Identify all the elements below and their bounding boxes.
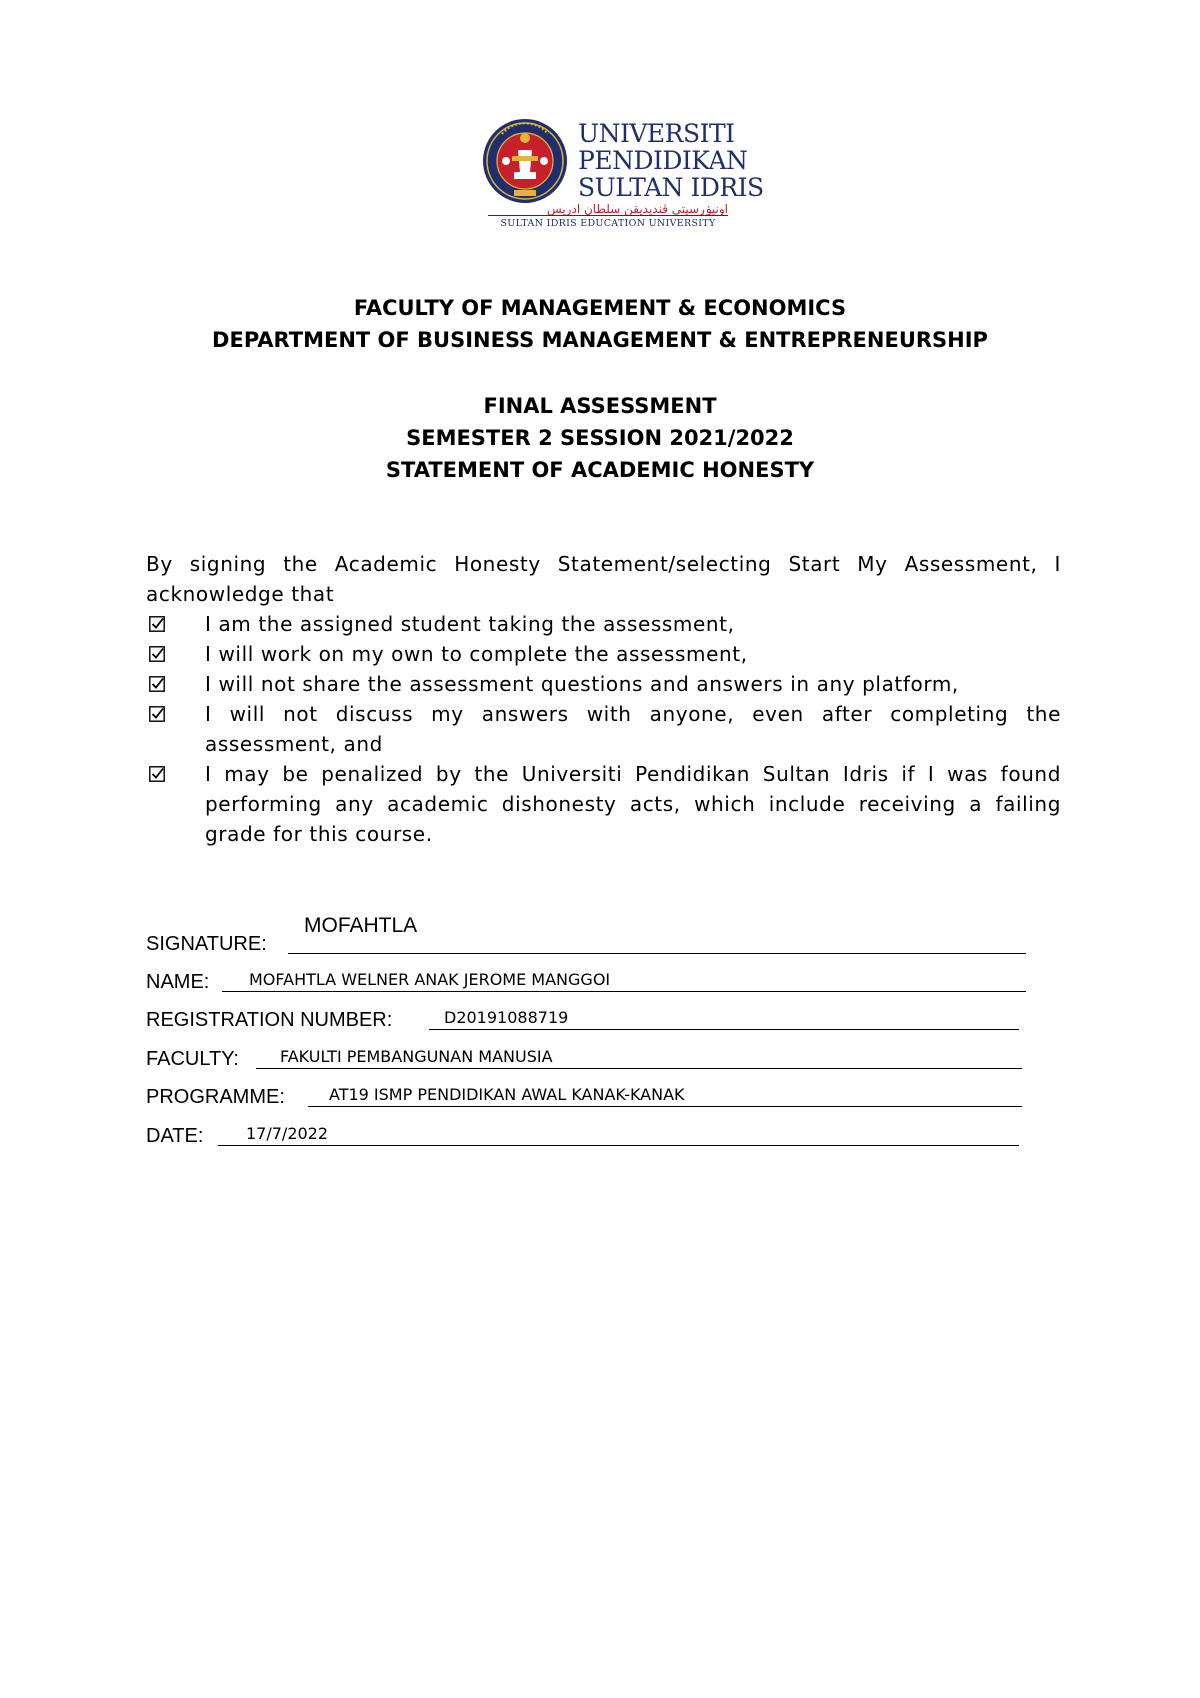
registration-label: REGISTRATION NUMBER: [146, 1009, 393, 1031]
programme-field[interactable] [146, 1073, 1026, 1111]
statement-title: STATEMENT OF ACADEMIC HONESTY [385, 458, 815, 482]
list-item [146, 699, 1061, 759]
list-item-text: I am the assigned student taking the assessment, [205, 612, 735, 636]
session-title: SEMESTER 2 SESSION 2021/2022 [406, 426, 794, 450]
list-item-text: I may be penalized by the Universiti Pendidikan Sultan Idris if I was found performing any academic dishonesty acts, which include receiving a failing grade for this course. [205, 762, 1061, 846]
date-line [218, 1145, 1019, 1146]
checkbox-checked-icon [149, 676, 165, 692]
checkbox-checked-icon [149, 706, 165, 722]
name-line [222, 991, 1026, 992]
faculty-field[interactable] [146, 1035, 1026, 1073]
name-field[interactable] [146, 958, 1026, 996]
logo-wordmark [578, 119, 764, 202]
logo-subtitle: SULTAN IDRIS EDUCATION UNIVERSITY [500, 218, 716, 229]
faculty-name: FACULTY OF MANAGEMENT & ECONOMICS [353, 296, 847, 320]
logo-wordmark-line-2: PENDIDIKAN [578, 146, 748, 175]
logo-divider [488, 215, 728, 216]
checkbox-checked-icon [149, 616, 165, 632]
faculty-label: FACULTY: [146, 1048, 239, 1070]
signature-field[interactable] [146, 914, 1026, 958]
signature-value[interactable]: MOFAHTLA [304, 914, 418, 937]
acknowledgement-list [146, 609, 1061, 849]
date-field[interactable] [146, 1112, 1026, 1150]
university-seal-icon [482, 116, 568, 206]
date-label: DATE: [146, 1125, 204, 1147]
list-item-text: I will not discuss my answers with anyone, even after completing the assessment, and [205, 702, 1061, 756]
checkbox-checked-icon [149, 766, 165, 782]
list-item-text: I will work on my own to complete the assessment, [205, 642, 748, 666]
registration-value[interactable]: D20191088719 [444, 1008, 569, 1027]
faculty-heading [0, 292, 1200, 356]
signature-label: SIGNATURE: [146, 933, 267, 955]
assessment-heading [0, 390, 1200, 486]
date-value[interactable]: 17/7/2022 [246, 1124, 329, 1143]
logo-wordmark-line-1: UNIVERSITI [578, 119, 735, 148]
checkbox-checked-icon [149, 646, 165, 662]
list-item [146, 609, 1061, 639]
list-item [146, 759, 1061, 849]
assessment-title: FINAL ASSESSMENT [483, 394, 717, 418]
registration-field[interactable] [146, 996, 1026, 1034]
university-logo [480, 112, 764, 237]
programme-label: PROGRAMME: [146, 1086, 285, 1108]
faculty-value[interactable]: FAKULTI PEMBANGUNAN MANUSIA [280, 1047, 553, 1066]
logo-wordmark-line-3: SULTAN IDRIS [578, 173, 764, 202]
statement-intro: By signing the Academic Honesty Statement/selecting Start My Assessment, I acknowledge that [146, 552, 1061, 606]
signature-line [288, 953, 1026, 954]
list-item [146, 639, 1061, 669]
programme-value[interactable]: AT19 ISMP PENDIDIKAN AWAL KANAK-KANAK [329, 1085, 685, 1104]
faculty-line [256, 1068, 1022, 1069]
registration-line [429, 1029, 1019, 1030]
name-label: NAME: [146, 971, 210, 993]
programme-line [308, 1106, 1022, 1107]
list-item [146, 669, 1061, 699]
department-name: DEPARTMENT OF BUSINESS MANAGEMENT & ENTREPRENEURSHIP [212, 328, 988, 352]
name-value[interactable]: MOFAHTLA WELNER ANAK JEROME MANGGOI [249, 970, 611, 989]
logo-jawi-text: اونيۏرسيتي ڤنديديقن سلطان ادريس [547, 202, 728, 216]
list-item-text: I will not share the assessment questions and answers in any platform, [205, 672, 959, 696]
